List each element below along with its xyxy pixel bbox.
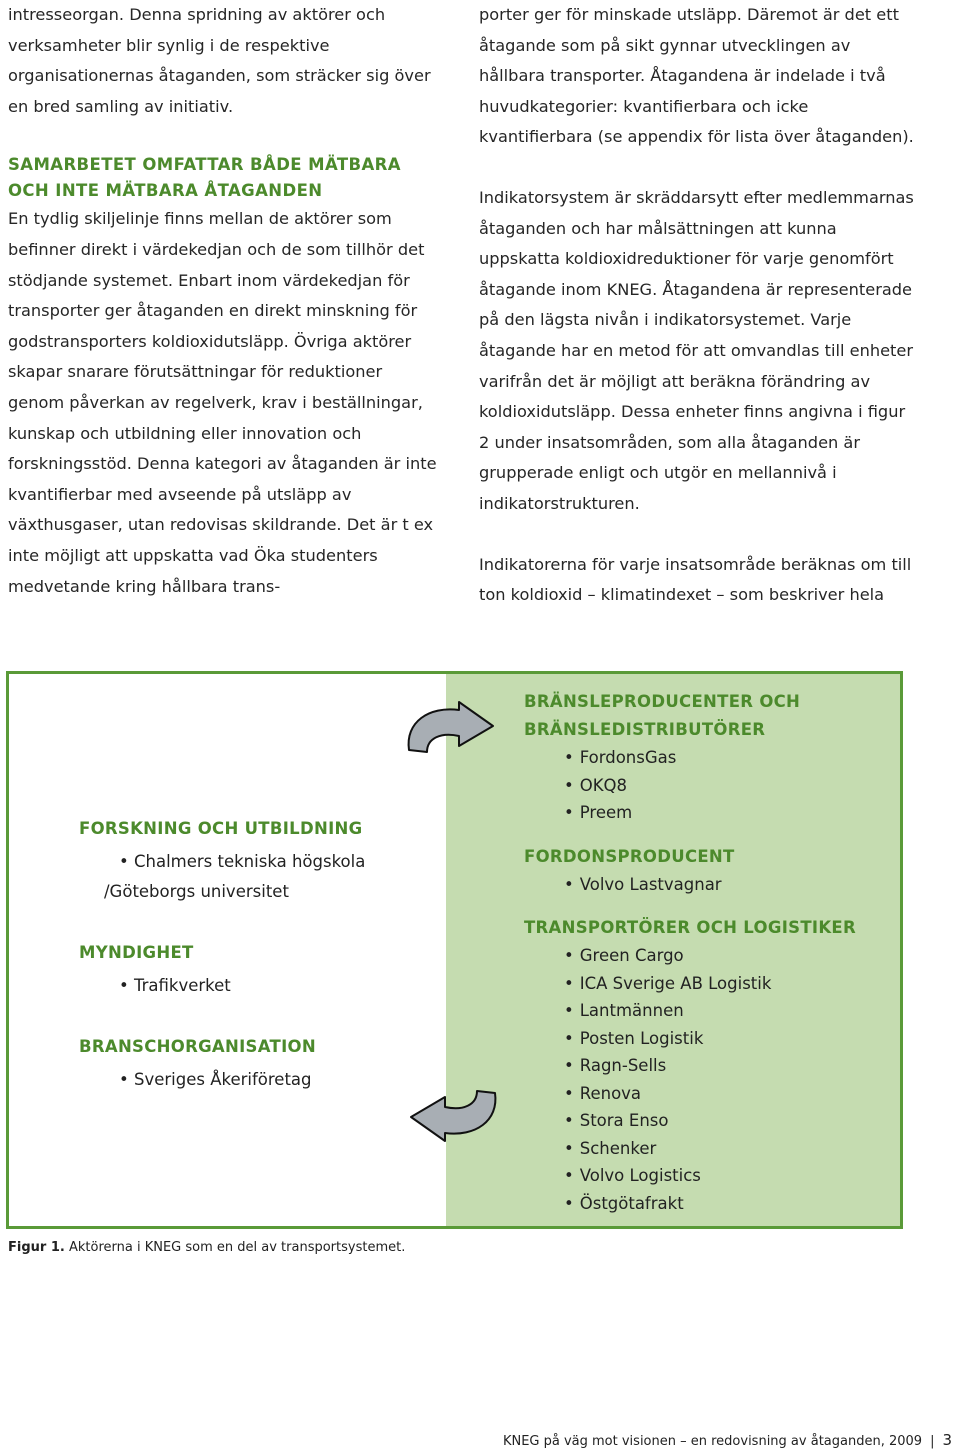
group-vehicle (524, 843, 884, 899)
right-paragraph-1: porter ger för minskade utsläpp. Däremot är det ett åtagande som på sikt gynnar utvecklingen av hållbara transporter. Åtagandena är indelade i två huvudkategorier: kvantifierbara och icke kvantifierbara (se appendix för lista över åtaganden). (479, 5, 914, 147)
list-item: • Volvo Lastvagnar (564, 871, 884, 899)
list-item: • Lantmännen (564, 997, 884, 1025)
group-heading: FORSKNING OCH UTBILDNING (79, 819, 363, 838)
list-item: • Ragn-Sells (564, 1052, 884, 1080)
group-heading: TRANSPORTÖRER OCH LOGISTIKER (524, 918, 856, 937)
section-heading-line2: OCH INTE MÄTBARA ÅTAGANDEN (8, 181, 323, 201)
group-heading: BRÄNSLEPRODUCENTER OCH BRÄNSLEDISTRIBUTÖRER (524, 692, 801, 739)
footer-divider: | (930, 1434, 935, 1449)
list-item: • Sveriges Åkeriföretag (119, 1070, 312, 1089)
curved-arrow-icon (403, 1087, 503, 1143)
list-item: • Chalmers tekniska högskola (119, 852, 366, 871)
left-column (8, 0, 443, 602)
fuel-list (524, 744, 884, 827)
footer-text: KNEG på väg mot visionen – en redovisning av åtaganden, 2009 (502, 1434, 923, 1449)
list-item: /Göteborgs universitet (104, 882, 289, 901)
caption-label: Figur 1. (8, 1240, 65, 1255)
curved-arrow-icon (401, 700, 501, 756)
group-fuel (524, 688, 884, 827)
page-number: 3 (942, 1431, 952, 1449)
vehicle-list (524, 871, 884, 899)
group-transport (524, 914, 884, 1217)
list-item: • Green Cargo (564, 942, 884, 970)
list-item: • OKQ8 (564, 772, 884, 800)
list-item: • Schenker (564, 1135, 884, 1163)
list-item: • Posten Logistik (564, 1025, 884, 1053)
group-research (79, 815, 419, 907)
list-item: • Preem (564, 799, 884, 827)
group-heading: MYNDIGHET (79, 943, 194, 962)
group-industry-org (79, 1033, 419, 1095)
caption-text: Aktörerna i KNEG som en del av transportsystemet. (68, 1240, 406, 1255)
right-paragraph-3: Indikatorerna för varje insatsområde beräknas om till ton koldioxid – klimatindexet – som beskriver hela (479, 554, 912, 605)
group-authority (79, 939, 419, 1001)
list-item: • FordonsGas (564, 744, 884, 772)
support-actors (79, 815, 419, 1095)
section-heading-line1: SAMARBETET OMFATTAR BÅDE MÄTBARA (8, 155, 401, 175)
list-item: • Stora Enso (564, 1107, 884, 1135)
page-footer (503, 1431, 952, 1449)
list-item: • ICA Sverige AB Logistik (564, 970, 884, 998)
left-paragraph-1: intresseorgan. Denna spridning av aktörer och verksamheter blir synlig i de respektive organisationernas åtaganden, som sträcker sig över en bred samling av initiativ. (8, 5, 431, 116)
section-heading (8, 152, 443, 204)
left-paragraph-2: En tydlig skiljelinje finns mellan de aktörer som befinner direkt i värdekedjan och de som tillhör det stödjande systemet. Enbart inom värdekedjan för transporter ger åtaganden en direkt minskning för godstransporters koldioxidutsläpp. Övriga aktörer skapar snarare förutsättningar för reduktioner genom påverkan av regelverk, krav i beställningar, kunskap och utbildning eller innovation och forskningsstöd. Denna kategori av åtaganden är inte kvantifierbar med avseende på utsläpp av växthusgaser, utan redovisas skildrande. Det är t ex inte möjligt att uppskatta vad Öka studenters medvetande kring hållbara trans- (8, 209, 437, 596)
list-item: • Renova (564, 1080, 884, 1108)
right-column (479, 0, 914, 611)
actor-figure (6, 671, 903, 1229)
list-item: • Volvo Logistics (564, 1162, 884, 1190)
figure-caption (8, 1240, 405, 1255)
list-item: • Östgötafrakt (564, 1190, 884, 1218)
group-heading: FORDONSPRODUCENT (524, 846, 735, 866)
transport-list (524, 942, 884, 1217)
group-heading: BRANSCHORGANISATION (79, 1037, 316, 1056)
list-item: • Trafikverket (119, 976, 231, 995)
value-chain-actors (524, 688, 884, 1217)
right-paragraph-2: Indikatorsystem är skräddarsytt efter medlemmarnas åtaganden och har målsättningen att kunna uppskatta koldioxidreduktioner för varje genomfört åtagande inom KNEG. Åtagandena är representerade på den lägsta nivån i indikatorsystemet. Varje åtagande har en metod för att omvandlas till enheter varifrån det är möjligt att beräkna förändring av koldioxidutsläpp. Dessa enheter finns angivna i figur 2 under insatsområden, som alla åtaganden är grupperade enligt och utgör en mellannivå i indikatorstrukturen. (479, 187, 914, 513)
